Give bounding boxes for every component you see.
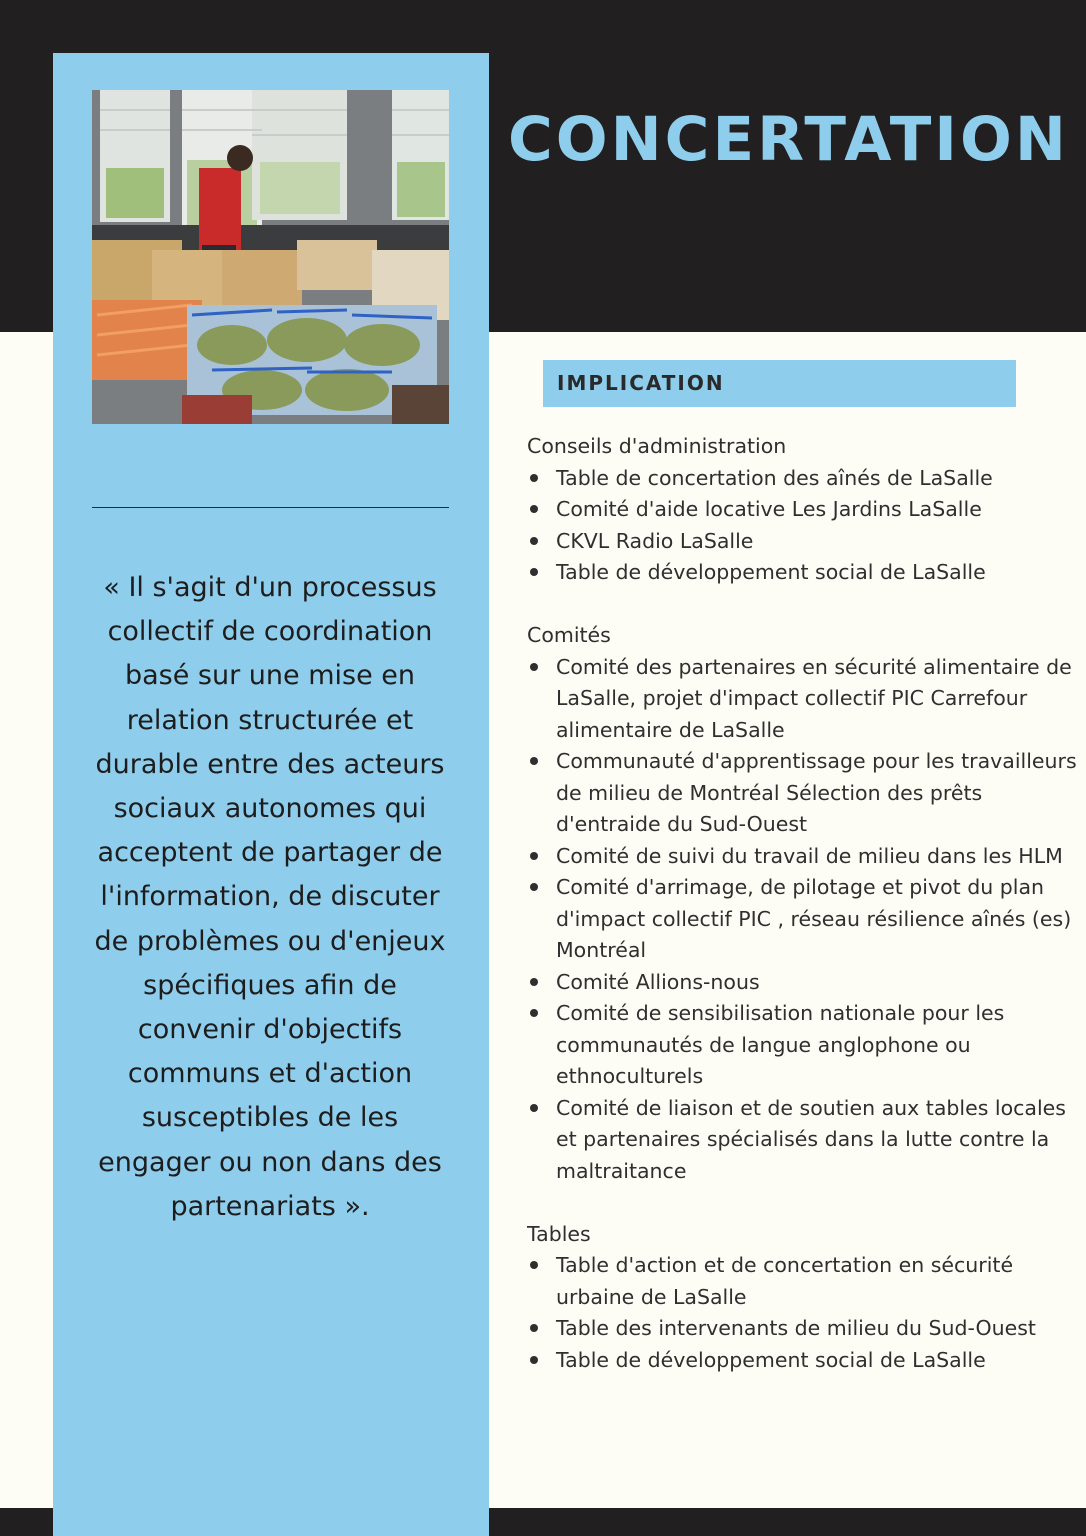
implication-label: IMPLICATION (557, 371, 725, 395)
section-committees (527, 620, 1082, 1187)
bullet-icon (530, 852, 538, 860)
bullet-icon (530, 1009, 538, 1017)
list-item (527, 1093, 1082, 1188)
list-item-text: Comité d'arrimage, de pilotage et pivot du plan d'impact collectif PIC , réseau résilience aînés (es) Montréal (556, 875, 1072, 962)
bullet-icon (530, 883, 538, 891)
list-item (527, 652, 1082, 747)
bullet-icon (530, 505, 538, 513)
list-item (527, 998, 1082, 1093)
list-item (527, 841, 1082, 873)
list-item (527, 967, 1082, 999)
bullet-icon (530, 1104, 538, 1112)
bullet-icon (530, 1324, 538, 1332)
divider-line (92, 507, 449, 508)
bullet-icon (530, 537, 538, 545)
list-item-text: Comité de sensibilisation nationale pour les communautés de langue anglophone ou ethnoculturels (556, 1001, 1005, 1088)
list-item-text: Table des intervenants de milieu du Sud-Ouest (556, 1316, 1036, 1340)
list-item (527, 1345, 1082, 1377)
bullet-icon (530, 474, 538, 482)
bullet-icon (530, 663, 538, 671)
concertation-definition-quote: « Il s'agit d'un processus collectif de coordination basé sur une mise en relation structurée et durable entre des acteurs sociaux autonomes qui acceptent de partager de l'information, de discuter de problèmes ou d'enjeux spécifiques afin de convenir d'objectifs communs et d'action susceptibles de les engager ou non dans des partenariats ». (94, 572, 446, 1222)
food-bank-photo (92, 90, 449, 424)
list-item-text: Table de développement social de LaSalle (556, 1347, 986, 1372)
list-item (527, 557, 1082, 589)
list-item-text: Comité Allions-nous (556, 969, 760, 994)
list-item (527, 463, 1082, 495)
bullet-icon (530, 1356, 538, 1364)
list-item (527, 1313, 1082, 1345)
list-item (527, 1250, 1082, 1313)
bullet-list (527, 652, 1082, 1188)
section-tables (527, 1219, 1082, 1377)
bullet-icon (530, 978, 538, 986)
list-item-text: Table de développement social de LaSalle (556, 560, 986, 584)
list-item (527, 872, 1082, 967)
implication-content (527, 431, 1082, 1408)
section-boards (527, 431, 1082, 589)
list-item-text: Comité d'aide locative Les Jardins LaSalle (556, 497, 982, 521)
list-item-text: Communauté d'apprentissage pour les travailleurs de milieu de Montréal Sélection des prêts d'entraide du Sud-Ouest (556, 749, 1077, 836)
list-item-text: Comité des partenaires en sécurité alimentaire de LaSalle, projet d'impact collectif PIC Carrefour alimentaire de LaSalle (556, 654, 1072, 742)
section-heading: Comités (527, 623, 611, 647)
bullet-list (527, 463, 1082, 589)
list-item-text: CKVL Radio LaSalle (556, 528, 754, 553)
list-item-text: Comité de suivi du travail de milieu dans les HLM (556, 843, 1063, 868)
bullet-icon (530, 1261, 538, 1269)
list-item-text: Comité de liaison et de soutien aux tables locales et partenaires spécialisés dans la lutte contre la maltraitance (556, 1095, 1066, 1183)
list-item (527, 746, 1082, 841)
bullet-icon (530, 757, 538, 765)
section-heading: Conseils d'administration (527, 434, 787, 458)
bullet-list (527, 1250, 1082, 1376)
page-title: CONCERTATION (508, 104, 1069, 175)
section-heading: Tables (527, 1221, 591, 1246)
list-item (527, 494, 1082, 526)
implication-banner (543, 360, 1016, 407)
list-item-text: Table d'action et de concertation en sécurité urbaine de LaSalle (556, 1253, 1014, 1309)
list-item-text: Table de concertation des aînés de LaSalle (556, 465, 993, 490)
list-item (527, 526, 1082, 558)
bullet-icon (530, 568, 538, 576)
